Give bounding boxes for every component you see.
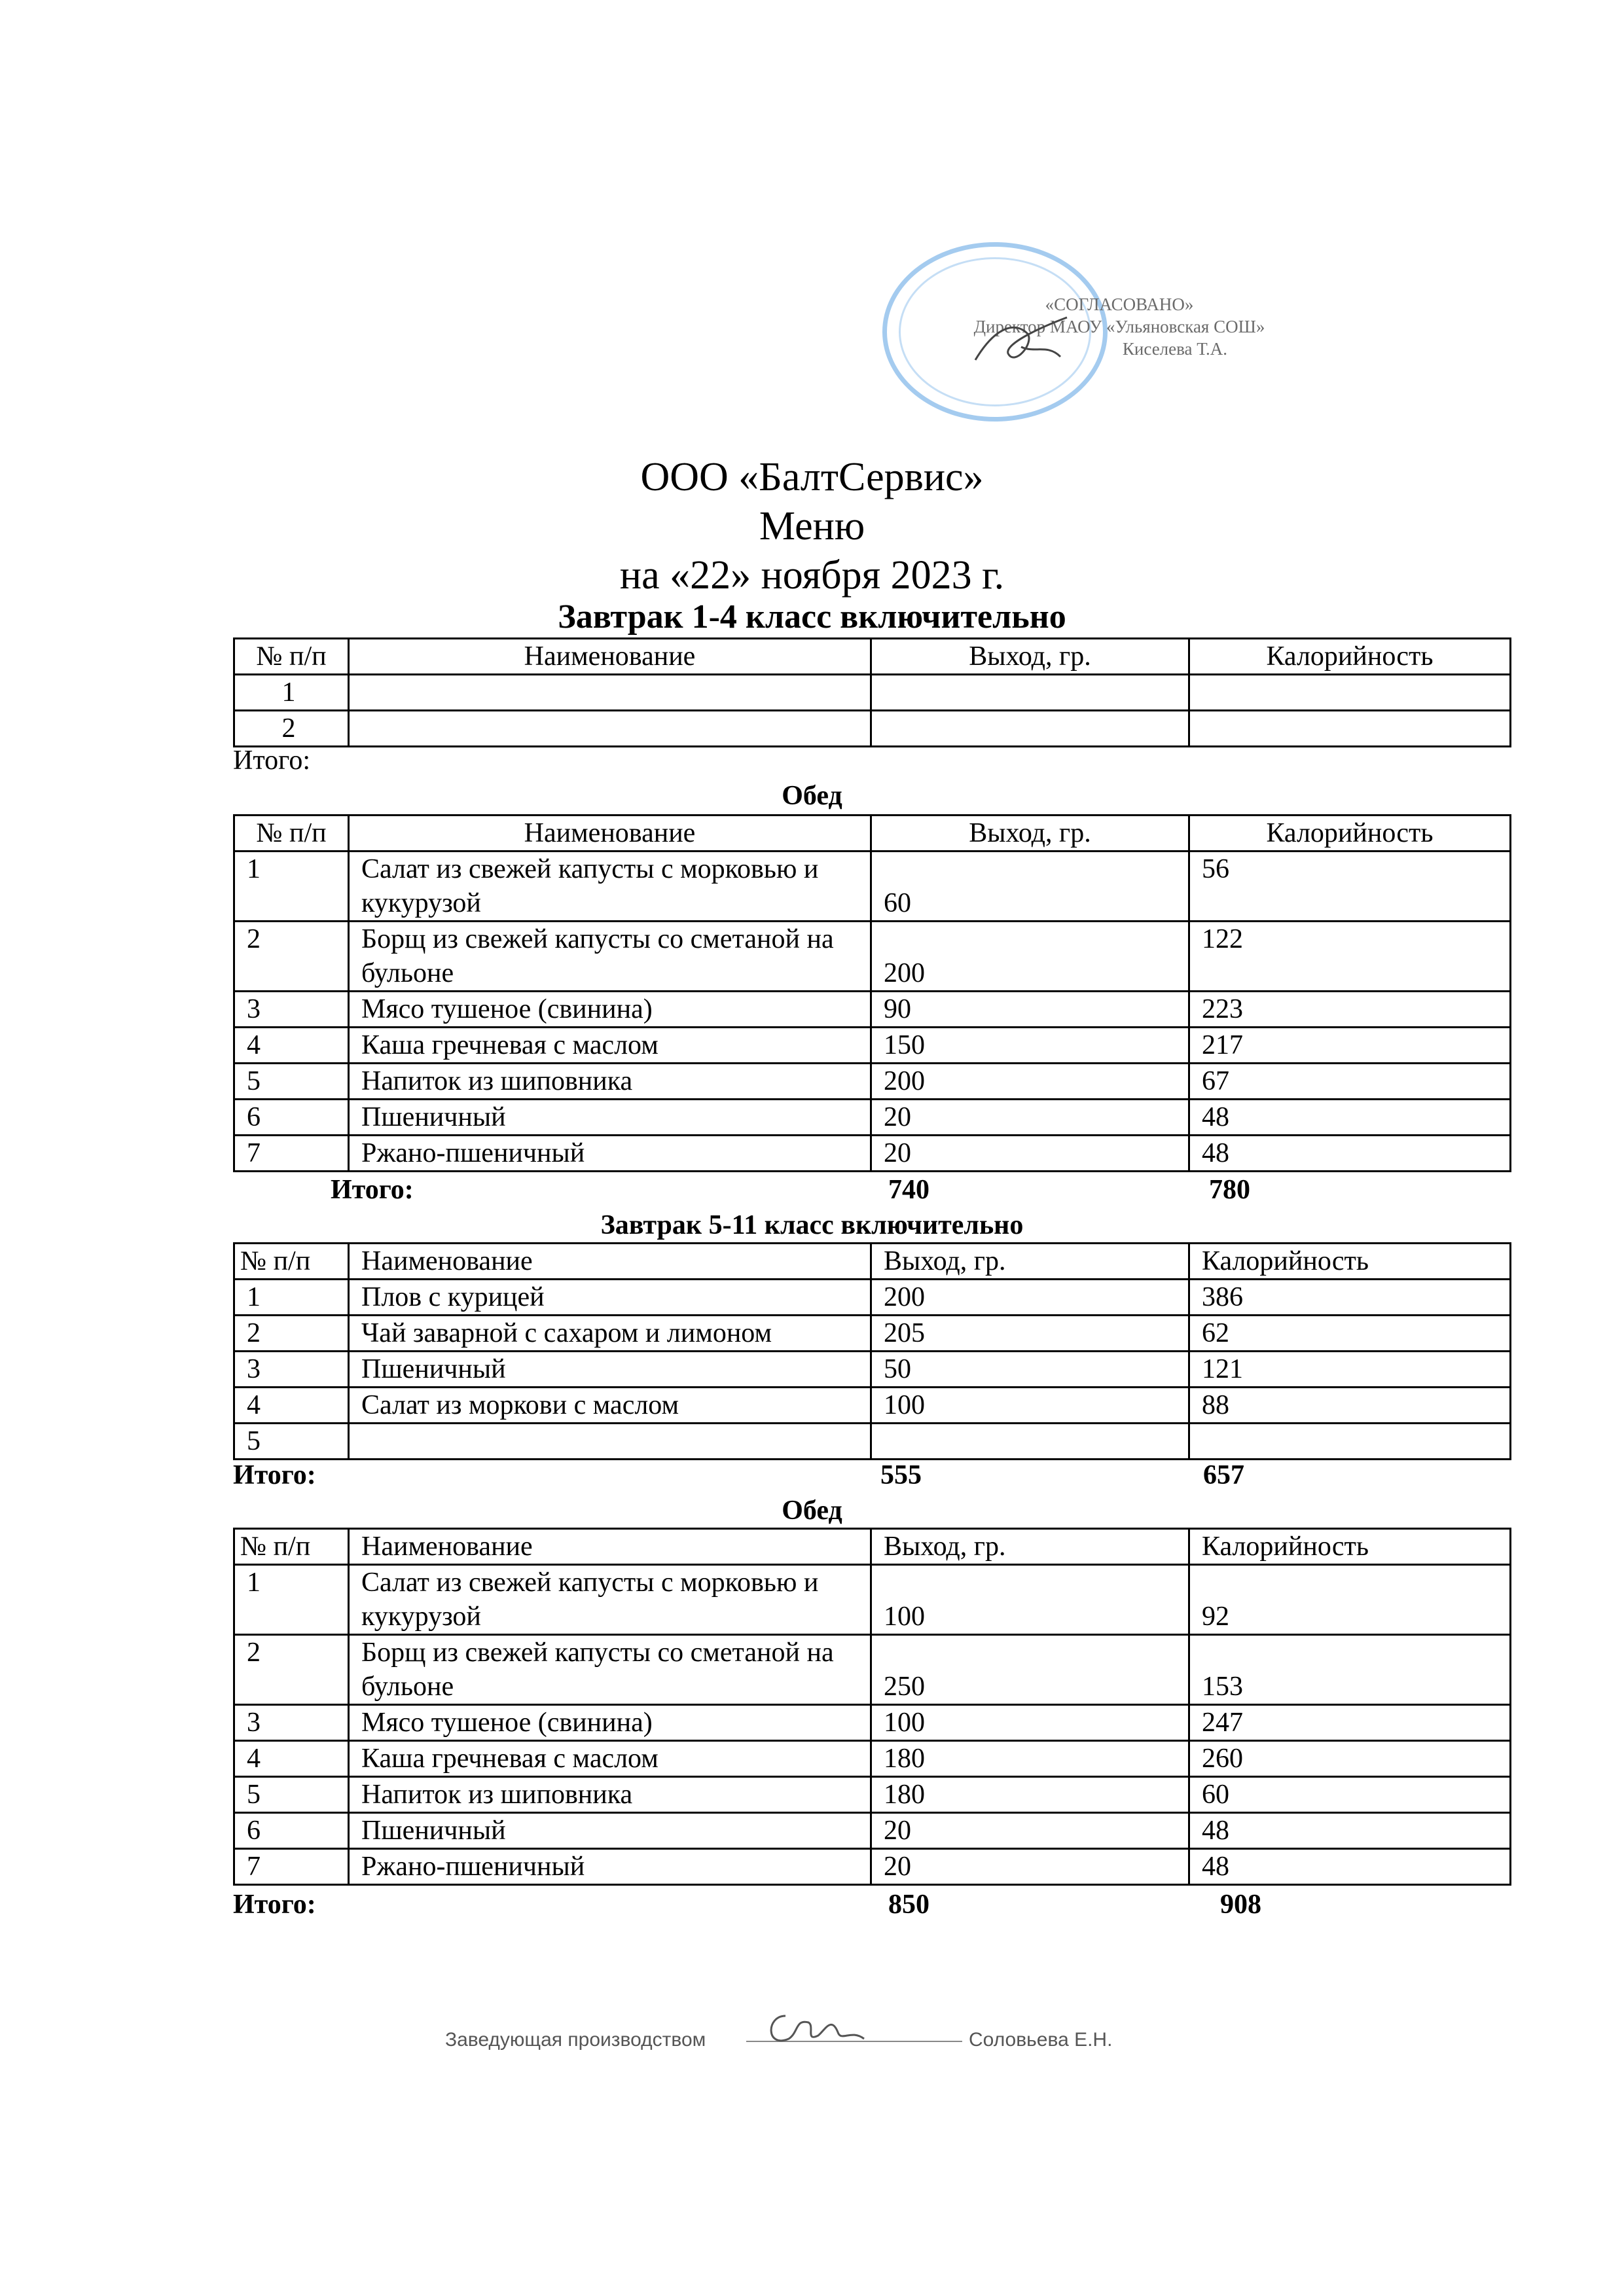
footer-name: Соловьева Е.Н. [969, 2029, 1113, 2051]
cell-num: 4 [234, 1741, 349, 1777]
footer-position-label: Заведующая производством [445, 2029, 706, 2051]
cell-yield: 60 [871, 852, 1189, 922]
lunch-5-11-total-label: Итого: [233, 1890, 316, 1920]
table-row [234, 1136, 1511, 1172]
table-row [234, 1064, 1511, 1100]
column-header-calories: Калорийность [1189, 1529, 1511, 1565]
cell-name: Борщ из свежей капусты со сметаной на бульоне [349, 922, 871, 992]
table-row [234, 1280, 1511, 1316]
cell-num: 1 [234, 1565, 349, 1635]
cell-name: Пшеничный [349, 1352, 871, 1388]
approval-stamp [871, 242, 1329, 419]
breakfast-1-4-table [233, 637, 1511, 747]
lunch-1-4-total-calories: 780 [1209, 1175, 1250, 1205]
lunch-5-11-table [233, 1528, 1511, 1886]
cell-yield: 200 [871, 1064, 1189, 1100]
cell-yield: 180 [871, 1741, 1189, 1777]
cell-calories: 386 [1189, 1280, 1511, 1316]
section-title-lunch-1-4: Обед [782, 781, 842, 811]
cell-calories: 48 [1189, 1813, 1511, 1849]
cell-name: Ржано-пшеничный [349, 1136, 871, 1172]
cell-num: 3 [234, 1705, 349, 1741]
table-row [234, 1388, 1511, 1424]
cell-calories: 60 [1189, 1777, 1511, 1813]
signature-icon [969, 308, 1080, 380]
cell-yield: 50 [871, 1352, 1189, 1388]
cell-num: 4 [234, 1028, 349, 1064]
document-title: Меню [759, 504, 865, 548]
table-header-row [234, 1244, 1511, 1280]
column-header-name: Наименование [349, 1529, 871, 1565]
cell-name: Чай заварной с сахаром и лимоном [349, 1316, 871, 1352]
stamp-director-name: Киселева Т.А. [1122, 339, 1228, 359]
footer-signature [445, 2003, 1198, 2081]
cell-name: Пшеничный [349, 1100, 871, 1136]
cell-name: Напиток из шиповника [349, 1064, 871, 1100]
cell-num: 5 [234, 1424, 349, 1460]
cell-calories: 48 [1189, 1136, 1511, 1172]
cell-yield: 100 [871, 1565, 1189, 1635]
cell-yield: 200 [871, 922, 1189, 992]
cell-num: 7 [234, 1136, 349, 1172]
table-row [234, 992, 1511, 1028]
column-header-calories: Калорийность [1189, 639, 1511, 675]
column-header-name: Наименование [349, 1244, 871, 1280]
cell-num: 3 [234, 1352, 349, 1388]
stamp-director-label: Директор МАОУ «Ульяновская СОШ» [973, 317, 1265, 336]
column-header-name: Наименование [349, 639, 871, 675]
cell-calories [1189, 1424, 1511, 1460]
lunch-5-11-total-calories: 908 [1220, 1890, 1261, 1920]
table-row [234, 1813, 1511, 1849]
cell-yield [871, 711, 1189, 747]
cell-num: 2 [234, 1316, 349, 1352]
cell-calories: 62 [1189, 1316, 1511, 1352]
cell-name: Каша гречневая с маслом [349, 1028, 871, 1064]
breakfast-5-11-total-yield: 555 [880, 1460, 922, 1490]
cell-yield: 150 [871, 1028, 1189, 1064]
cell-calories: 260 [1189, 1741, 1511, 1777]
cell-calories: 223 [1189, 992, 1511, 1028]
cell-num: 5 [234, 1064, 349, 1100]
cell-yield: 100 [871, 1705, 1189, 1741]
cell-calories: 67 [1189, 1064, 1511, 1100]
cell-num: 2 [234, 711, 349, 747]
cell-num: 7 [234, 1849, 349, 1885]
cell-calories: 92 [1189, 1565, 1511, 1635]
cell-yield: 205 [871, 1316, 1189, 1352]
table-row [234, 1100, 1511, 1136]
cell-calories: 56 [1189, 852, 1511, 922]
cell-calories: 247 [1189, 1705, 1511, 1741]
cell-name: Напиток из шиповника [349, 1777, 871, 1813]
cell-calories: 121 [1189, 1352, 1511, 1388]
table-row [234, 1849, 1511, 1885]
cell-yield: 20 [871, 1136, 1189, 1172]
section-title-breakfast-5-11: Завтрак 5-11 класс включительно [600, 1210, 1024, 1240]
cell-num: 2 [234, 1635, 349, 1705]
table-row [234, 1741, 1511, 1777]
cell-yield: 20 [871, 1100, 1189, 1136]
cell-yield: 180 [871, 1777, 1189, 1813]
cell-yield: 100 [871, 1388, 1189, 1424]
breakfast-5-11-total-calories: 657 [1203, 1460, 1244, 1490]
breakfast-5-11-total-label: Итого: [233, 1460, 316, 1490]
column-header-yield: Выход, гр. [871, 1529, 1189, 1565]
cell-num: 2 [234, 922, 349, 992]
table-row [234, 1316, 1511, 1352]
cell-name: Мясо тушеное (свинина) [349, 1705, 871, 1741]
column-header-num: № п/п [234, 1529, 349, 1565]
cell-name: Ржано-пшеничный [349, 1849, 871, 1885]
cell-yield: 250 [871, 1635, 1189, 1705]
table-header-row [234, 639, 1511, 675]
lunch-5-11-total-yield: 850 [888, 1890, 929, 1920]
lunch-1-4-total-label: Итого: [331, 1175, 414, 1205]
cell-calories: 48 [1189, 1100, 1511, 1136]
table-row [234, 1565, 1511, 1635]
column-header-name: Наименование [349, 816, 871, 852]
cell-yield [871, 675, 1189, 711]
section-title-lunch-5-11: Обед [782, 1496, 842, 1526]
cell-name: Салат из свежей капусты с морковью и кукурузой [349, 852, 871, 922]
signature-icon [759, 2003, 871, 2055]
cell-name: Салат из моркови с маслом [349, 1388, 871, 1424]
column-header-calories: Калорийность [1189, 1244, 1511, 1280]
cell-name: Борщ из свежей капусты со сметаной на бульоне [349, 1635, 871, 1705]
cell-name: Мясо тушеное (свинина) [349, 992, 871, 1028]
cell-name: Пшеничный [349, 1813, 871, 1849]
stamp-text [903, 293, 1335, 360]
lunch-1-4-total-yield: 740 [888, 1175, 929, 1205]
cell-calories: 48 [1189, 1849, 1511, 1885]
cell-name: Салат из свежей капусты с морковью и кукурузой [349, 1565, 871, 1635]
cell-yield [871, 1424, 1189, 1460]
column-header-yield: Выход, гр. [871, 639, 1189, 675]
cell-yield: 90 [871, 992, 1189, 1028]
table-header-row [234, 1529, 1511, 1565]
cell-num: 6 [234, 1813, 349, 1849]
table-row [234, 922, 1511, 992]
cell-num: 4 [234, 1388, 349, 1424]
column-header-num: № п/п [234, 816, 349, 852]
cell-yield: 20 [871, 1813, 1189, 1849]
cell-name [349, 1424, 871, 1460]
cell-calories [1189, 675, 1511, 711]
cell-calories: 122 [1189, 922, 1511, 992]
company-name: ООО «БалтСервис» [640, 455, 984, 499]
cell-name: Каша гречневая с маслом [349, 1741, 871, 1777]
column-header-yield: Выход, гр. [871, 816, 1189, 852]
stamp-approved-label: «СОГЛАСОВАНО» [1045, 295, 1194, 314]
table-row [234, 1705, 1511, 1741]
table-row [234, 1352, 1511, 1388]
table-row [234, 711, 1511, 747]
menu-date: на «22» ноября 2023 г. [619, 553, 1005, 598]
table-row [234, 1424, 1511, 1460]
lunch-1-4-table [233, 814, 1511, 1172]
cell-calories: 153 [1189, 1635, 1511, 1705]
cell-calories [1189, 711, 1511, 747]
column-header-num: № п/п [234, 639, 349, 675]
section-title-breakfast-1-4: Завтрак 1-4 класс включительно [558, 598, 1066, 636]
cell-calories: 217 [1189, 1028, 1511, 1064]
cell-name: Плов с курицей [349, 1280, 871, 1316]
cell-num: 1 [234, 675, 349, 711]
column-header-yield: Выход, гр. [871, 1244, 1189, 1280]
breakfast-5-11-table [233, 1242, 1511, 1460]
cell-num: 1 [234, 1280, 349, 1316]
cell-num: 3 [234, 992, 349, 1028]
cell-num: 5 [234, 1777, 349, 1813]
table-row [234, 1635, 1511, 1705]
cell-yield: 200 [871, 1280, 1189, 1316]
cell-calories: 88 [1189, 1388, 1511, 1424]
column-header-num: № п/п [234, 1244, 349, 1280]
breakfast-1-4-total-label: Итого: [233, 745, 310, 776]
table-header-row [234, 816, 1511, 852]
table-row [234, 675, 1511, 711]
table-row [234, 1028, 1511, 1064]
table-row [234, 852, 1511, 922]
column-header-calories: Калорийность [1189, 816, 1511, 852]
table-row [234, 1777, 1511, 1813]
cell-yield: 20 [871, 1849, 1189, 1885]
cell-num: 6 [234, 1100, 349, 1136]
cell-name [349, 711, 871, 747]
cell-name [349, 675, 871, 711]
cell-num: 1 [234, 852, 349, 922]
